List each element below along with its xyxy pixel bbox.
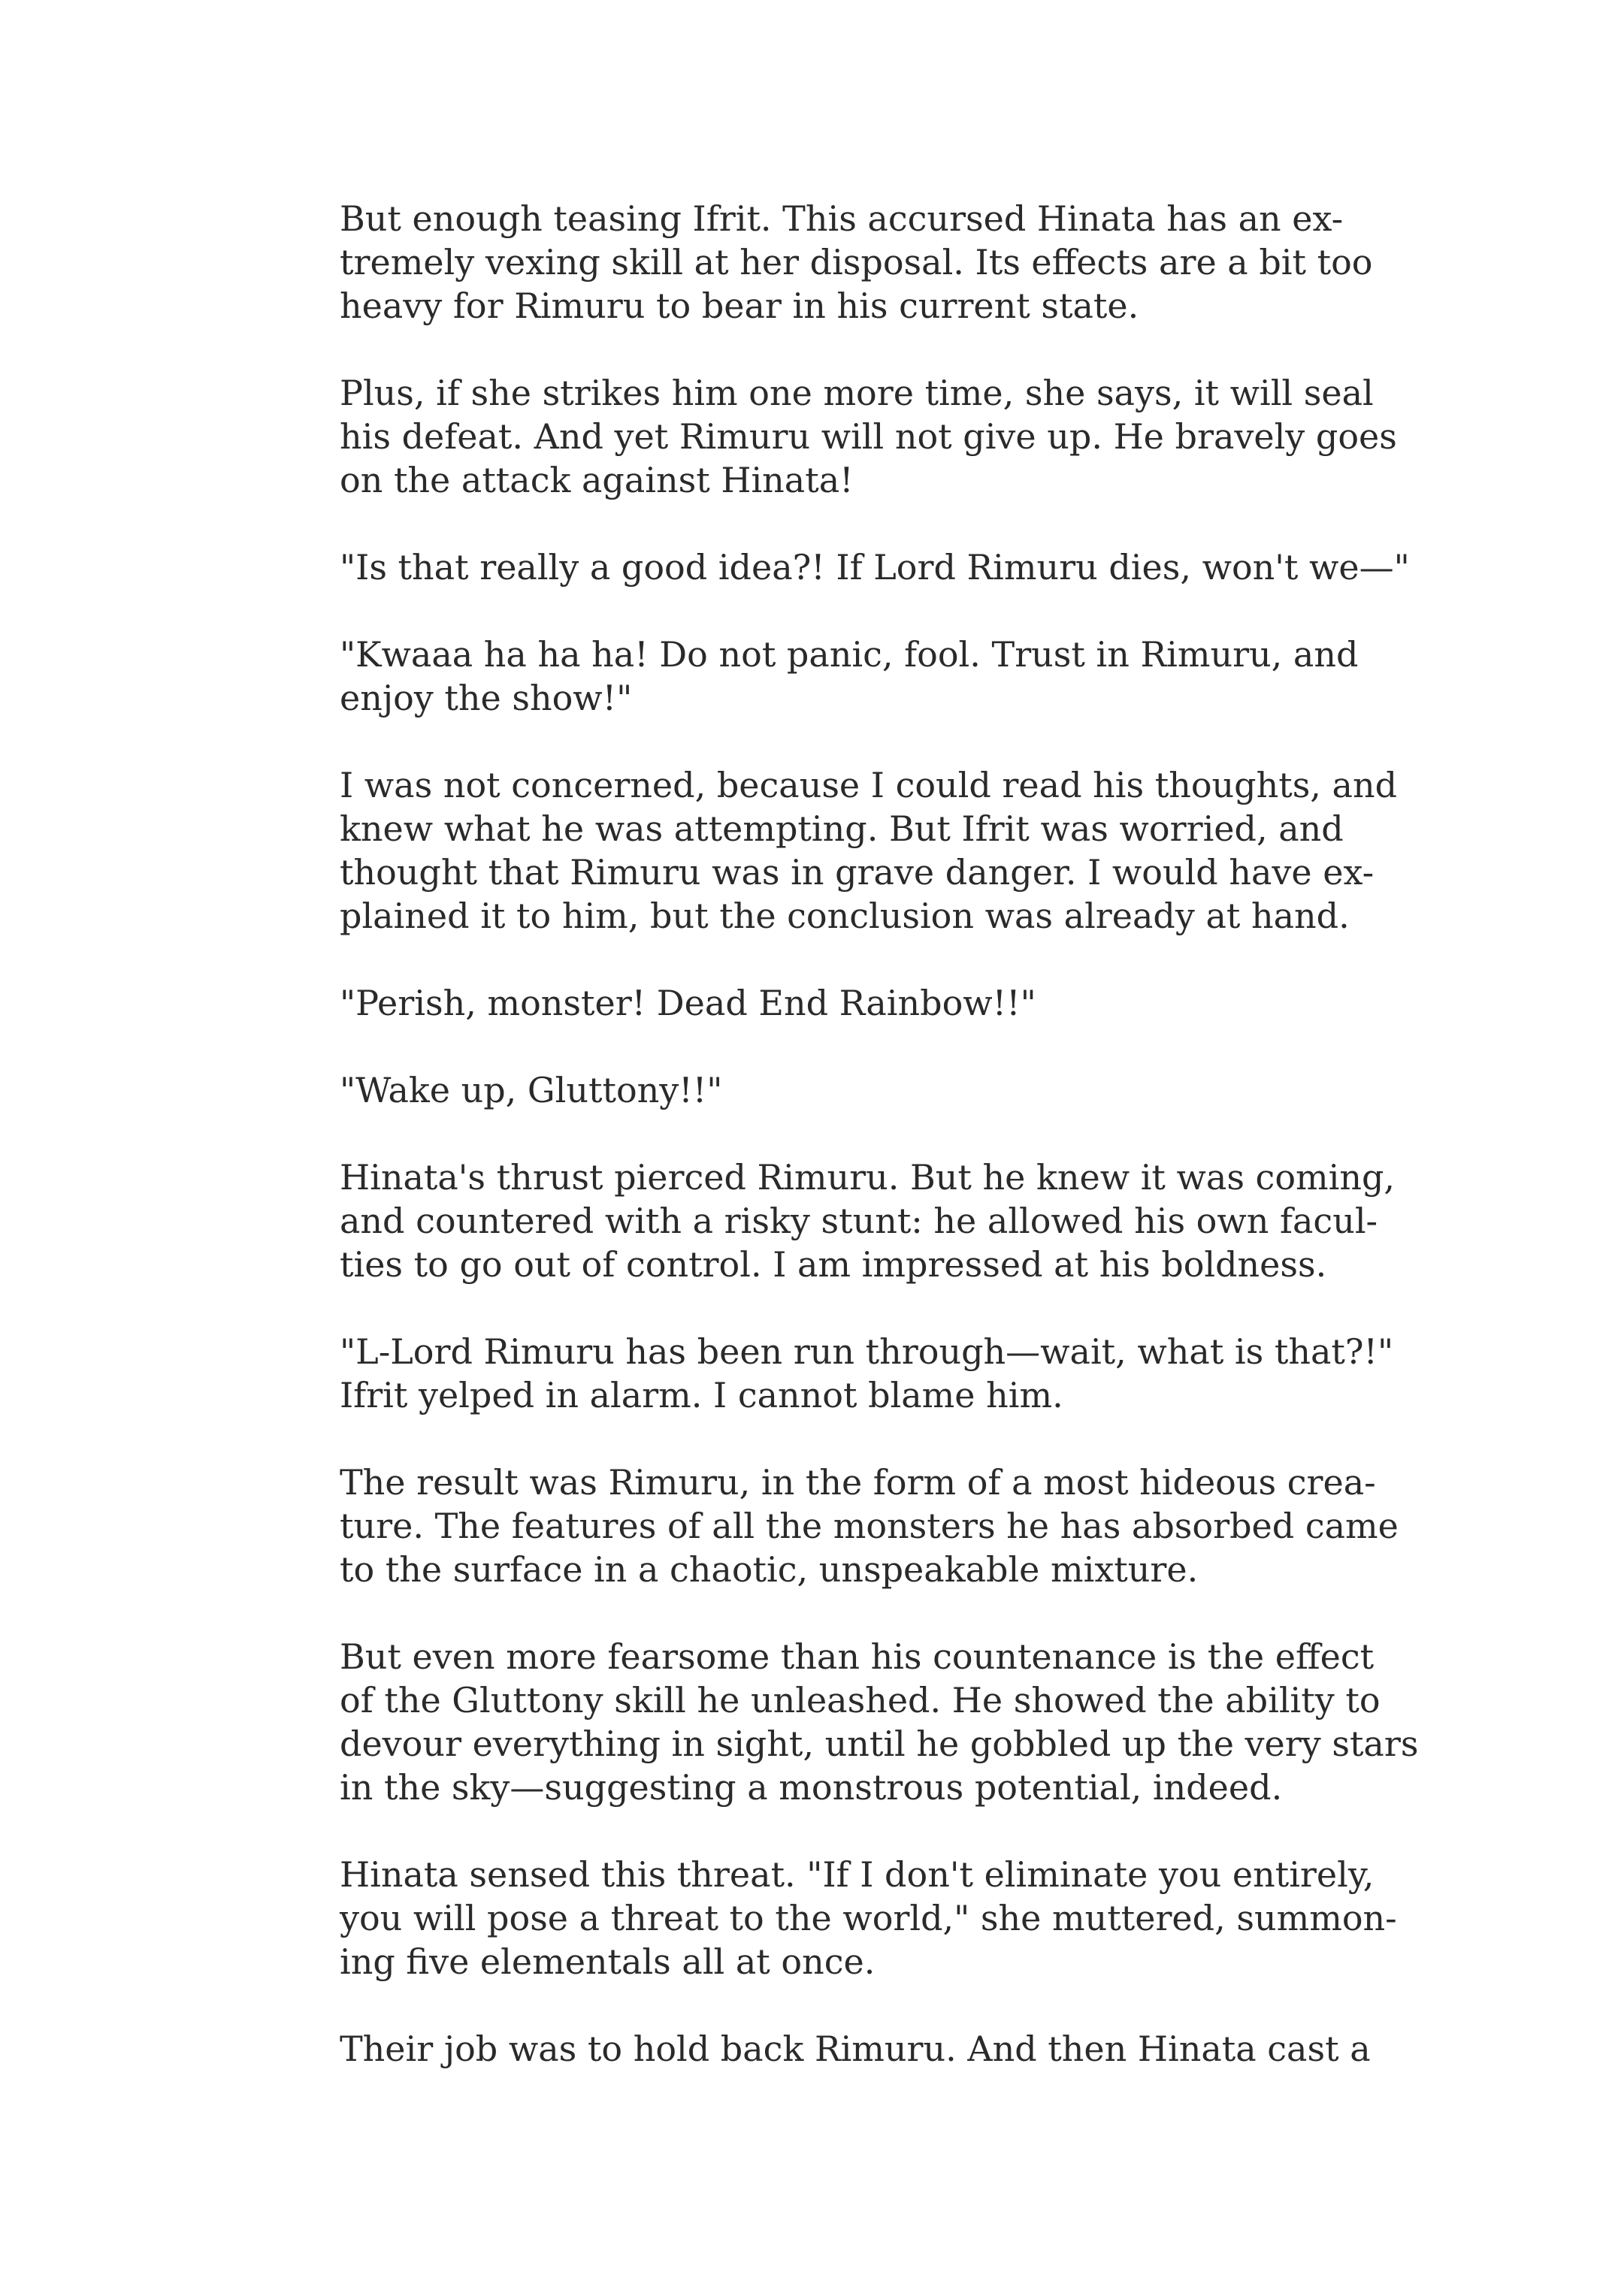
text-line: and countered with a risky stunt: he allowed his own facul-: [340, 1201, 1378, 1241]
text-line: enjoy the show!": [340, 678, 633, 718]
text-line: to the surface in a chaotic, unspeakable mixture.: [340, 1549, 1199, 1590]
text-line: Hinata's thrust pierced Rimuru. But he knew it was coming,: [340, 1157, 1396, 1198]
text-line: "Perish, monster! Dead End Rainbow!!": [340, 983, 1036, 1023]
text-line: tremely vexing skill at her disposal. Its effects are a bit too: [340, 242, 1373, 282]
paragraph: [340, 1068, 1317, 1112]
text-line: on the attack against Hinata!: [340, 460, 854, 500]
paragraph: [340, 1635, 1419, 1809]
paragraph: [340, 1461, 1399, 1591]
text-line: ties to go out of control. I am impressed at his boldness.: [340, 1244, 1327, 1285]
paragraph: [340, 197, 1373, 328]
text-line: "Wake up, Gluttony!!": [340, 1070, 723, 1110]
text-line: thought that Rimuru was in grave danger. I would have ex-: [340, 852, 1375, 893]
text-line: ing five elementals all at once.: [340, 1941, 876, 1982]
text-line: Plus, if she strikes him one more time, she says, it will seal: [340, 373, 1374, 413]
paragraph: [340, 981, 1317, 1025]
paragraph: [340, 371, 1397, 502]
text-line: The result was Rimuru, in the form of a most hideous crea-: [340, 1462, 1376, 1503]
text-line: in the sky—suggesting a monstrous potential, indeed.: [340, 1767, 1283, 1808]
text-line: "Is that really a good idea?! If Lord Rimuru dies, won't we—": [340, 547, 1410, 588]
paragraph: [340, 1156, 1396, 1286]
text-line: ture. The features of all the monsters he has absorbed came: [340, 1506, 1399, 1546]
text-line: Hinata sensed this threat. "If I don't eliminate you entirely,: [340, 1854, 1375, 1895]
paragraph: [340, 763, 1398, 938]
text-line: Their job was to hold back Rimuru. And then Hinata cast a: [340, 2029, 1371, 2069]
text-line: "L-Lord Rimuru has been run through—wait, what is that?!": [340, 1331, 1394, 1372]
text-line: his defeat. And yet Rimuru will not give up. He bravely goes: [340, 416, 1397, 457]
text-line: knew what he was attempting. But Ifrit was worried, and: [340, 808, 1344, 849]
paragraph: [340, 1330, 1394, 1417]
text-line: of the Gluttony skill he unleashed. He showed the ability to: [340, 1680, 1381, 1720]
paragraph: [340, 633, 1359, 720]
text-line: devour everything in sight, until he gobbled up the very stars: [340, 1724, 1419, 1764]
paragraph: [340, 545, 1410, 589]
text-line: heavy for Rimuru to bear in his current state.: [340, 285, 1139, 326]
paragraph: [340, 2027, 1371, 2071]
paragraph: [340, 1853, 1397, 1983]
text-line: I was not concerned, because I could read his thoughts, and: [340, 765, 1398, 805]
text-line: plained it to him, but the conclusion was already at hand.: [340, 896, 1350, 936]
text-line: Ifrit yelped in alarm. I cannot blame him.: [340, 1375, 1063, 1415]
body-text: [340, 197, 1419, 2114]
text-line: But even more fearsome than his countenance is the effect: [340, 1636, 1375, 1677]
text-line: But enough teasing Ifrit. This accursed Hinata has an ex-: [340, 198, 1344, 239]
text-line: you will pose a threat to the world," she muttered, summon-: [340, 1898, 1397, 1938]
text-line: "Kwaaa ha ha ha! Do not panic, fool. Trust in Rimuru, and: [340, 634, 1359, 675]
